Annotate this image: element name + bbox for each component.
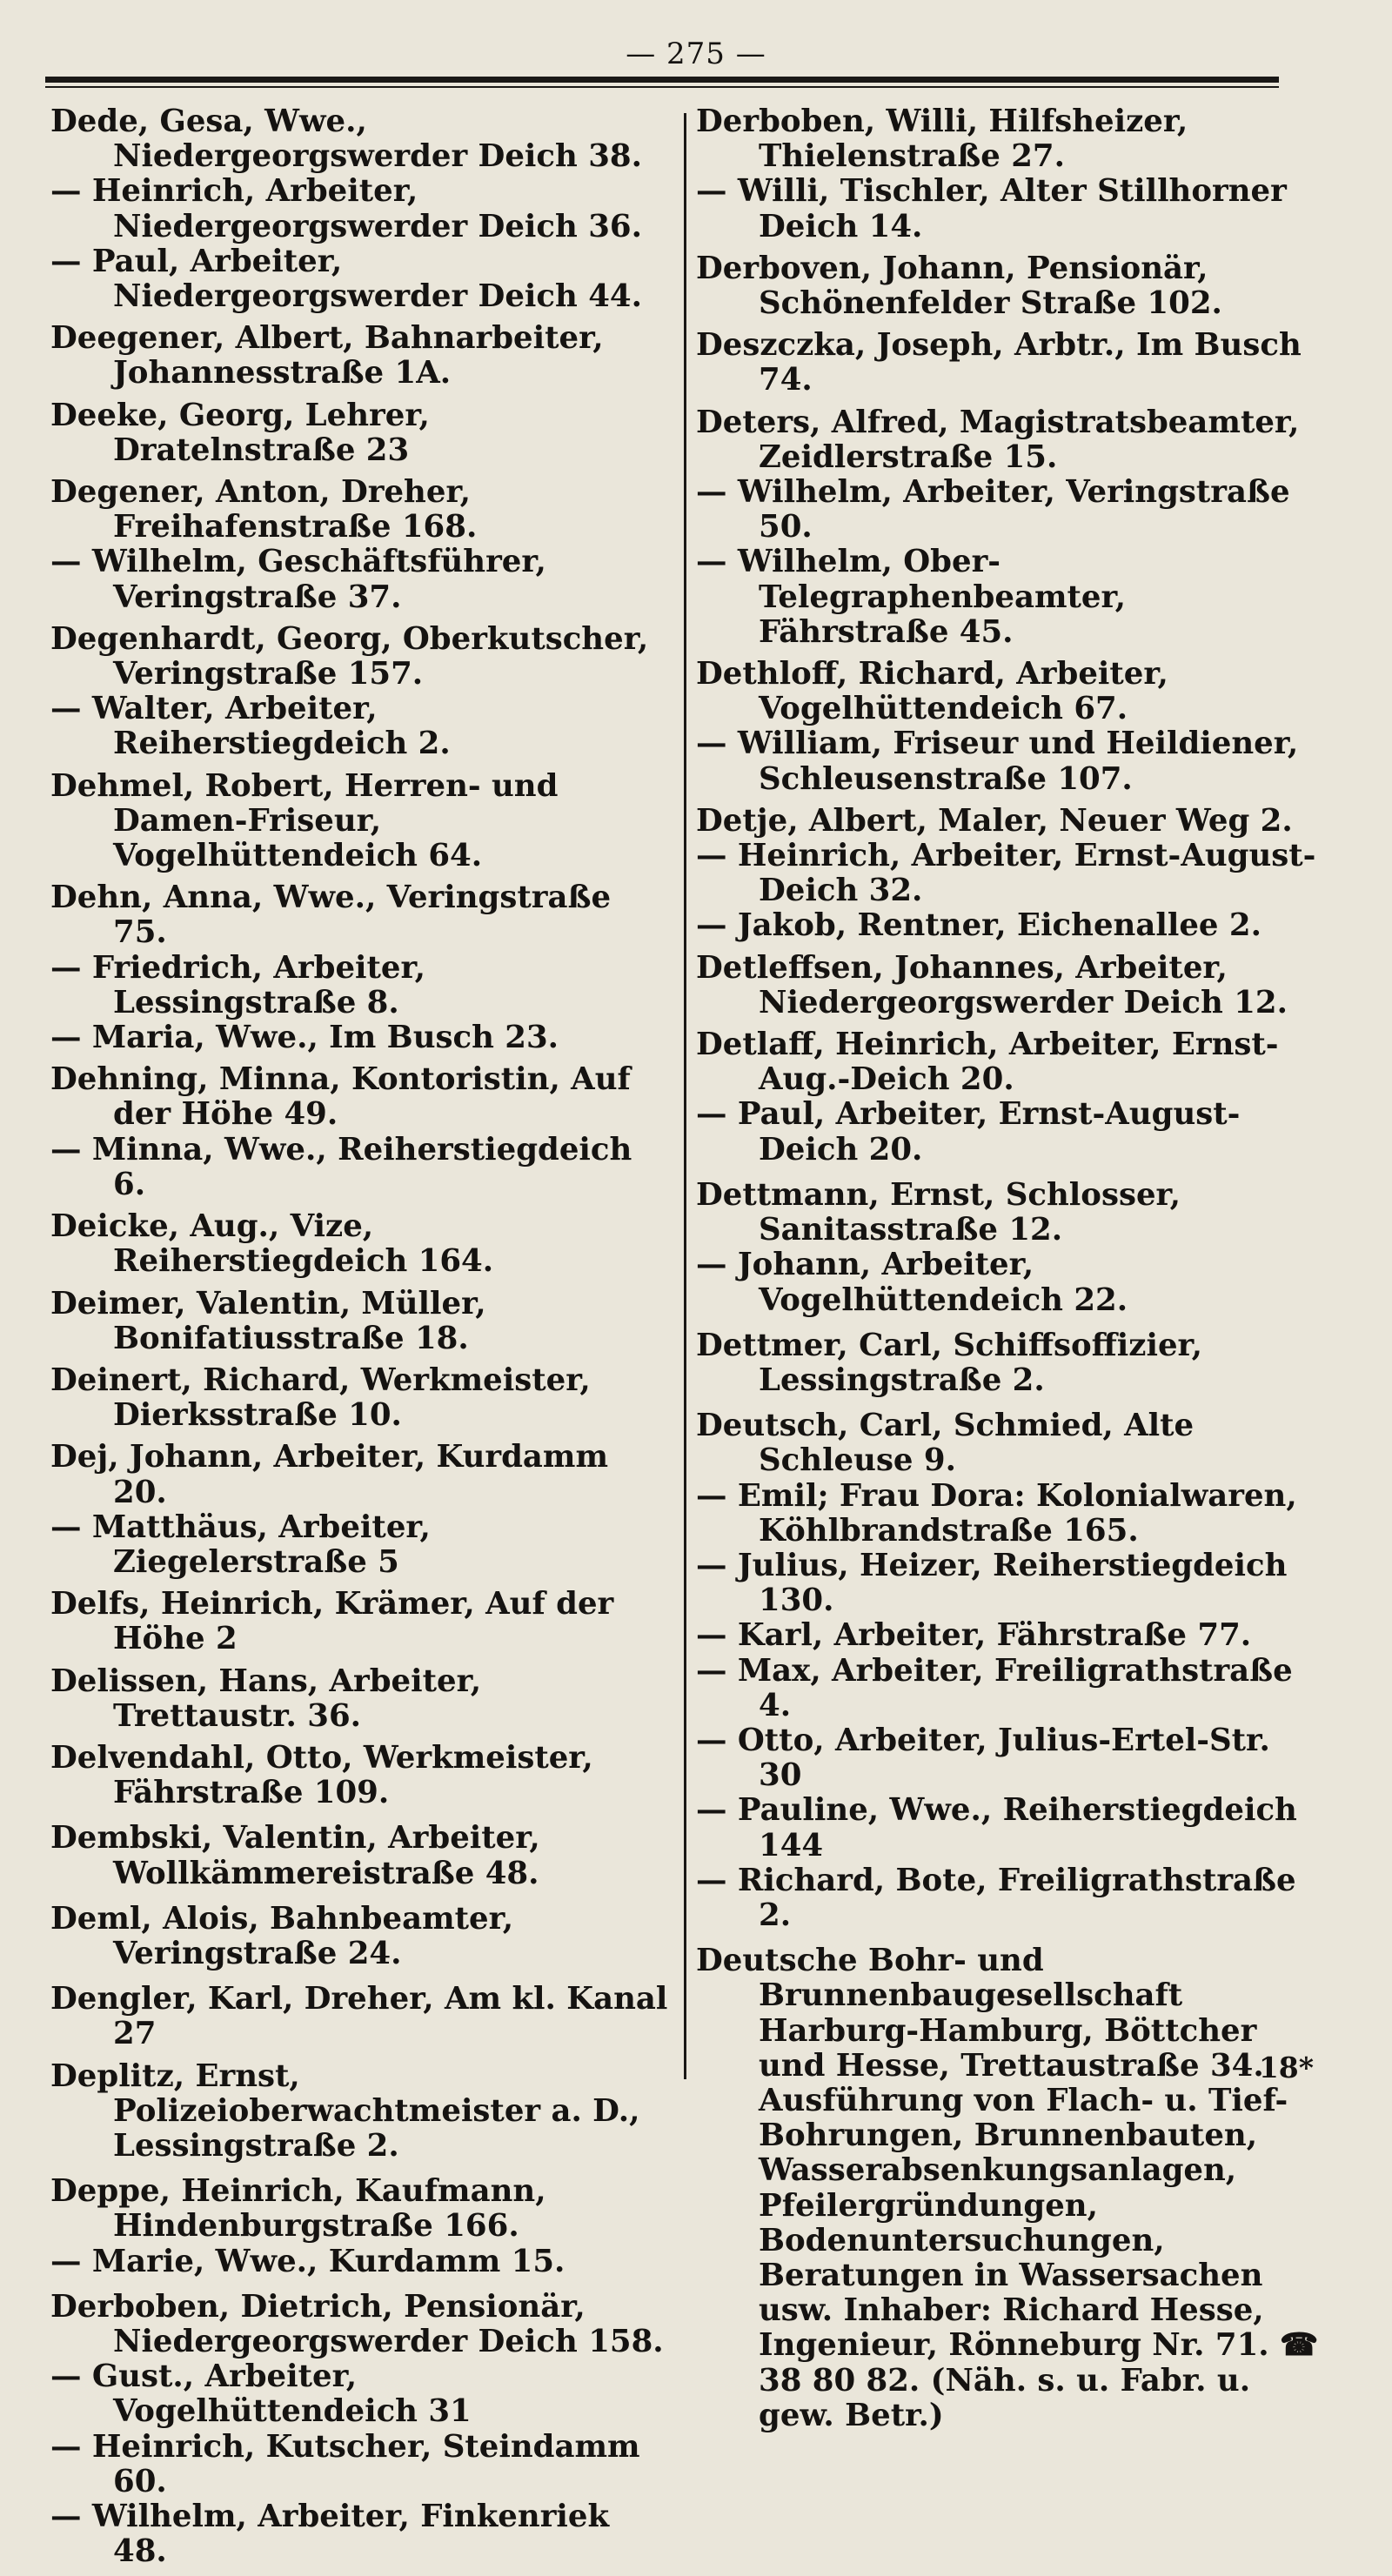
directory-entry: Dej, Johann, Arbeiter, Kurdamm 20. xyxy=(50,1439,609,1510)
directory-entry: Detleffsen, Johannes, Arbeiter, Niedergeorgswerder Deich 12. xyxy=(696,949,1288,1020)
directory-entry: Degenhardt, Georg, Oberkutscher, Veringstraße 157. xyxy=(50,620,649,693)
directory-entry: — William, Friseur und Heildiener, Schleusenstraße 107. xyxy=(696,726,1299,797)
directory-entry: — Max, Arbeiter, Freiligrathstraße 4. xyxy=(696,1652,1293,1723)
header-rule-thin xyxy=(45,86,1279,88)
directory-entry: — Johann, Arbeiter, Vogelhüttendeich 22. xyxy=(696,1247,1128,1318)
directory-entry: Delissen, Hans, Arbeiter, Trettaustr. 36. xyxy=(50,1663,482,1734)
directory-entry: Detje, Albert, Maler, Neuer Weg 2. xyxy=(696,802,1293,839)
signature-mark: 18* xyxy=(1258,2051,1314,2084)
directory-entry: — Wilhelm, Arbeiter, Veringstraße 50. xyxy=(696,474,1290,545)
directory-entry: Deml, Alois, Bahnbeamter, Veringstraße 24. xyxy=(50,1900,514,1971)
header-rule xyxy=(45,77,1279,83)
directory-entry: — Maria, Wwe., Im Busch 23. xyxy=(50,1020,559,1056)
directory-entry-advertisement: Deutsche Bohr- und Brunnenbaugesellschaft Harburg-Hamburg, Böttcher und Hesse, Trettaustraße 34. Ausführung von Flach- u. Tief-Bohrungen, Brunnenbauten, Wasserabsenkungsanlagen, Pfeilergründungen, Bodenuntersuchungen, Beratungen in Wassersachen usw. Inhaber: Richard Hesse, Ingenieur, Rönneburg Nr. 71. ☎ 38 80 82. (Näh. s. u. Fabr. u. gew. Betr.) xyxy=(696,1943,1319,2433)
directory-entry: — Wilhelm, Ober-Telegraphenbeamter, Fährstraße 45. xyxy=(696,544,1126,650)
directory-entry: — Richard, Bote, Freiligrathstraße 2. xyxy=(696,1862,1296,1933)
left-column xyxy=(50,104,668,2576)
directory-entry: — Gust., Arbeiter, Vogelhüttendeich 31 xyxy=(50,2359,472,2430)
directory-entry: Dettmer, Carl, Schiffsoffizier, Lessingstraße 2. xyxy=(696,1327,1203,1398)
directory-entry: Deplitz, Ernst, Polizeioberwachtmeister a. D., Lessingstraße 2. xyxy=(50,2057,640,2164)
directory-entry: — Jakob, Rentner, Eichenallee 2. xyxy=(696,907,1262,944)
column-divider xyxy=(684,113,686,2079)
directory-entry: — Wilhelm, Arbeiter, Finkenriek 48. xyxy=(50,2499,610,2570)
directory-entry: Deutsch, Carl, Schmied, Alte Schleuse 9. xyxy=(696,1408,1195,1479)
directory-entry: — Heinrich, Kutscher, Steindamm 60. xyxy=(50,2428,640,2499)
directory-entry: Deinert, Richard, Werkmeister, Dierksstraße 10. xyxy=(50,1362,591,1434)
directory-entry: Deegener, Albert, Bahnarbeiter, Johannesstraße 1A. xyxy=(50,320,604,391)
directory-entry: — Walter, Arbeiter, Reiherstiegdeich 2. xyxy=(50,691,451,762)
directory-entry: Dede, Gesa, Wwe., Niedergeorgswerder Deich 38. xyxy=(50,104,642,175)
directory-entry: Dehmel, Robert, Herren- und Damen-Friseur, Vogelhüttendeich 64. xyxy=(50,767,559,874)
directory-entry: Deters, Alfred, Magistratsbeamter, Zeidlerstraße 15. xyxy=(696,404,1300,475)
directory-entry: — Otto, Arbeiter, Julius-Ertel-Str. 30 xyxy=(696,1722,1270,1794)
directory-entry: — Paul, Arbeiter, Ernst-August-Deich 20. xyxy=(696,1096,1241,1168)
directory-entry: Derboben, Dietrich, Pensionär, Niedergeorgswerder Deich 158. xyxy=(50,2288,664,2359)
directory-entry: Deeke, Georg, Lehrer, Dratelnstraße 23 xyxy=(50,397,430,468)
directory-entry: Degener, Anton, Dreher, Freihafenstraße 168. xyxy=(50,474,478,545)
directory-entry: — Marie, Wwe., Kurdamm 15. xyxy=(50,2243,566,2279)
directory-entry: — Heinrich, Arbeiter, Ernst-August-Deich 32. xyxy=(696,838,1316,909)
directory-entry: — Friedrich, Arbeiter, Lessingstraße 8. xyxy=(50,949,425,1020)
directory-entry: — Pauline, Wwe., Reiherstiegdeich 144 xyxy=(696,1792,1297,1863)
directory-entry: Dengler, Karl, Dreher, Am kl. Kanal 27 xyxy=(50,1981,668,2052)
directory-entry: — Wilhelm, Geschäftsführer, Veringstraße 37. xyxy=(50,544,546,615)
directory-entry: Delvendahl, Otto, Werkmeister, Fährstraße 109. xyxy=(50,1739,593,1811)
directory-entry: Deppe, Heinrich, Kaufmann, Hindenburgstraße 166. xyxy=(50,2173,546,2245)
directory-entry: — Willi, Tischler, Alter Stillhorner Deich 14. xyxy=(696,173,1287,244)
directory-entry: — Heinrich, Arbeiter, Niedergeorgswerder Deich 36. xyxy=(50,173,642,244)
directory-entry: — Emil; Frau Dora: Kolonialwaren, Köhlbrandstraße 165. xyxy=(696,1477,1297,1549)
directory-entry: Dehning, Minna, Kontoristin, Auf der Höhe 49. xyxy=(50,1061,631,1133)
directory-entry: Detlaff, Heinrich, Arbeiter, Ernst-Aug.-Deich 20. xyxy=(696,1027,1279,1098)
directory-entry: Deicke, Aug., Vize, Reiherstiegdeich 164. xyxy=(50,1208,494,1280)
directory-entry: — Matthäus, Arbeiter, Ziegelerstraße 5 xyxy=(50,1509,431,1580)
directory-entry: Derboven, Johann, Pensionär, Schönenfelder Straße 102. xyxy=(696,250,1222,322)
directory-entry: Dethloff, Richard, Arbeiter, Vogelhüttendeich 67. xyxy=(696,656,1168,727)
directory-entry: — Minna, Wwe., Reiherstiegdeich 6. xyxy=(50,1131,632,1202)
directory-entry: Delfs, Heinrich, Krämer, Auf der Höhe 2 xyxy=(50,1586,614,1657)
directory-entry: Deszczka, Joseph, Arbtr., Im Busch 74. xyxy=(696,327,1302,398)
directory-entry: — Karl, Arbeiter, Fährstraße 77. xyxy=(696,1617,1252,1654)
directory-entry: — Paul, Arbeiter, Niedergeorgswerder Deich 44. xyxy=(50,243,642,315)
directory-entry: — Julius, Heizer, Reiherstiegdeich 130. xyxy=(696,1547,1288,1619)
right-column xyxy=(696,104,1322,2440)
directory-entry: Dembski, Valentin, Arbeiter, Wollkämmereistraße 48. xyxy=(50,1820,540,1891)
directory-entry: Dehn, Anna, Wwe., Veringstraße 75. xyxy=(50,880,612,951)
directory-entry: Deimer, Valentin, Müller, Bonifatiusstraße 18. xyxy=(50,1285,486,1356)
directory-entry: Derboben, Willi, Hilfsheizer, Thielenstraße 27. xyxy=(696,104,1188,175)
directory-entry: Dettmann, Ernst, Schlosser, Sanitasstraße 12. xyxy=(696,1176,1181,1248)
page-number: — 275 — xyxy=(626,37,766,71)
